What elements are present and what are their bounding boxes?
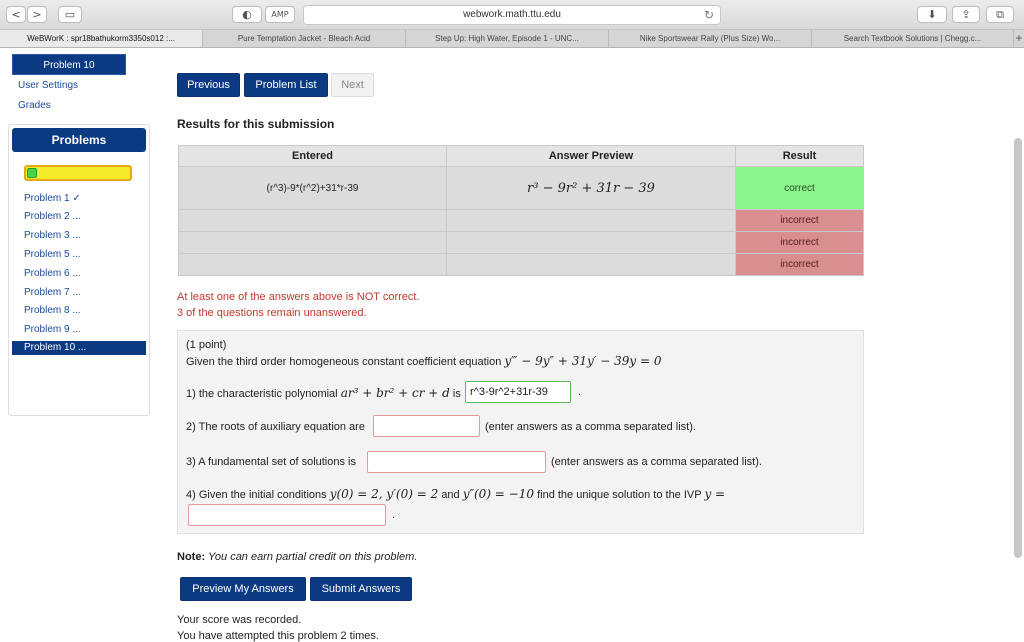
q4-find: find the unique solution to the IVP: [537, 489, 702, 501]
q1-math: ar³ + br² + cr + d: [340, 386, 450, 400]
problems-heading: Problems: [12, 128, 146, 152]
unanswered-message: 3 of the questions remain unanswered.: [177, 307, 367, 319]
tab-chegg[interactable]: Search Textbook Solutions | Chegg.c...: [812, 30, 1014, 47]
q2-label: 2) The roots of auxiliary equation are: [186, 421, 365, 433]
col-entered: Entered: [179, 146, 447, 167]
preview-cell: [447, 254, 736, 276]
q4-period: .: [392, 509, 396, 521]
extension-icon[interactable]: ◐: [232, 6, 262, 23]
tab-bar: [0, 30, 1024, 48]
forward-button[interactable]: >: [27, 6, 47, 23]
progress-bar: [24, 165, 132, 181]
note-text: You can earn partial credit on this problem.: [208, 551, 418, 563]
problem-link-10[interactable]: Problem 10 ...: [12, 341, 146, 355]
entered-cell: [179, 210, 447, 232]
preview-answers-button[interactable]: Preview My Answers: [180, 577, 306, 601]
statement-text: Given the third order homogeneous constant coefficient equation: [186, 356, 502, 368]
equation: y‴ − 9y″ + 31y′ − 39y = 0: [504, 354, 662, 368]
problem-link-1[interactable]: Problem 1 ✓: [24, 193, 81, 204]
problem-points: (1 point): [186, 339, 227, 351]
grades-link[interactable]: Grades: [18, 100, 51, 111]
problem-link-3[interactable]: Problem 3 ...: [24, 230, 81, 241]
table-row: [179, 167, 864, 210]
problem-link-8[interactable]: Problem 8 ...: [24, 305, 81, 316]
q4-and: and: [441, 489, 460, 501]
user-settings-link[interactable]: User Settings: [18, 80, 79, 91]
preview-cell: r³ − 9r² + 31r − 39: [447, 167, 736, 210]
attempts-message: You have attempted this problem 2 times.: [177, 630, 379, 642]
previous-button[interactable]: Previous: [177, 73, 240, 97]
q1-label: 1) the characteristic polynomial: [186, 388, 338, 400]
tab-nike[interactable]: Nike Sportswear Rally (Plus Size) Wo...: [609, 30, 812, 47]
problem-link-6[interactable]: Problem 6 ...: [24, 268, 81, 279]
tabs-overview-icon[interactable]: ⧉: [986, 6, 1014, 23]
share-icon[interactable]: ⇪: [952, 6, 980, 23]
note: [177, 551, 417, 563]
entered-cell: [179, 254, 447, 276]
q3-label: 3) A fundamental set of solutions is: [186, 456, 356, 468]
amp-icon[interactable]: AMP: [265, 6, 295, 23]
ivp-solution-input[interactable]: [188, 504, 386, 526]
error-message: At least one of the answers above is NOT correct.: [177, 291, 420, 303]
preview-cell: [447, 210, 736, 232]
q4-conditions: y(0) = 2, y′(0) = 2: [329, 487, 439, 501]
progress-fill: [27, 168, 37, 178]
q4-y: y =: [704, 487, 726, 501]
problem-link-7[interactable]: Problem 7 ...: [24, 287, 81, 298]
q4-condition-2: y″(0) = −10: [462, 487, 535, 501]
problem-statement: [186, 354, 662, 368]
download-icon[interactable]: ⬇: [917, 6, 947, 23]
results-title: Results for this submission: [177, 117, 335, 131]
scrollbar-thumb[interactable]: [1014, 138, 1022, 558]
score-message: Your score was recorded.: [177, 614, 302, 626]
entered-cell: (r^3)-9*(r^2)+31*r-39: [179, 167, 447, 210]
q2-hint: (enter answers as a comma separated list).: [485, 421, 696, 433]
table-row: [179, 210, 864, 232]
q4-label: 4) Given the initial conditions: [186, 489, 327, 501]
q3-hint: (enter answers as a comma separated list).: [551, 456, 762, 468]
sidebar-toggle-icon[interactable]: ▭: [58, 6, 82, 23]
result-cell: correct: [736, 167, 864, 210]
result-cell: incorrect: [736, 210, 864, 232]
note-label: Note:: [177, 551, 206, 563]
result-cell: incorrect: [736, 254, 864, 276]
next-button[interactable]: Next: [331, 73, 374, 97]
problem-link-2[interactable]: Problem 2 ...: [24, 211, 81, 222]
question-1: [186, 386, 461, 400]
url-text: webwork.math.ttu.edu: [463, 9, 561, 20]
table-row: [179, 254, 864, 276]
address-bar[interactable]: [303, 5, 721, 25]
browser-toolbar: [0, 0, 1024, 30]
fundamental-set-input[interactable]: [367, 451, 546, 473]
q1-is: is: [452, 388, 461, 400]
tab-webwork[interactable]: WeBWorK : spr18bathukorm3350s012 :...: [0, 30, 203, 47]
reload-icon[interactable]: ↻: [703, 8, 714, 22]
back-button[interactable]: <: [6, 6, 26, 23]
col-answer-preview: Answer Preview: [447, 146, 736, 167]
problems-panel: [8, 124, 150, 416]
result-cell: incorrect: [736, 232, 864, 254]
q1-period: .: [578, 386, 582, 398]
scrollbar[interactable]: [1014, 48, 1022, 640]
roots-input[interactable]: [373, 415, 480, 437]
results-table: [178, 145, 864, 276]
preview-cell: [447, 232, 736, 254]
characteristic-polynomial-input[interactable]: r^3-9r^2+31r-39: [465, 381, 571, 403]
problem-body: [177, 330, 864, 534]
sidebar-current-problem[interactable]: Problem 10: [12, 54, 126, 75]
new-tab-button[interactable]: +: [1015, 31, 1023, 45]
submit-answers-button[interactable]: Submit Answers: [310, 577, 412, 601]
col-result: Result: [736, 146, 864, 167]
problem-link-9[interactable]: Problem 9 ...: [24, 324, 81, 335]
entered-cell: [179, 232, 447, 254]
problem-link-5[interactable]: Problem 5 ...: [24, 249, 81, 260]
question-4: [186, 487, 725, 501]
problem-list-button[interactable]: Problem List: [244, 73, 328, 97]
tab-step-up[interactable]: Step Up: High Water, Episode 1 - UNC...: [406, 30, 609, 47]
table-row: [179, 232, 864, 254]
tab-jacket[interactable]: Pure Temptation Jacket - Bleach Acid: [203, 30, 406, 47]
